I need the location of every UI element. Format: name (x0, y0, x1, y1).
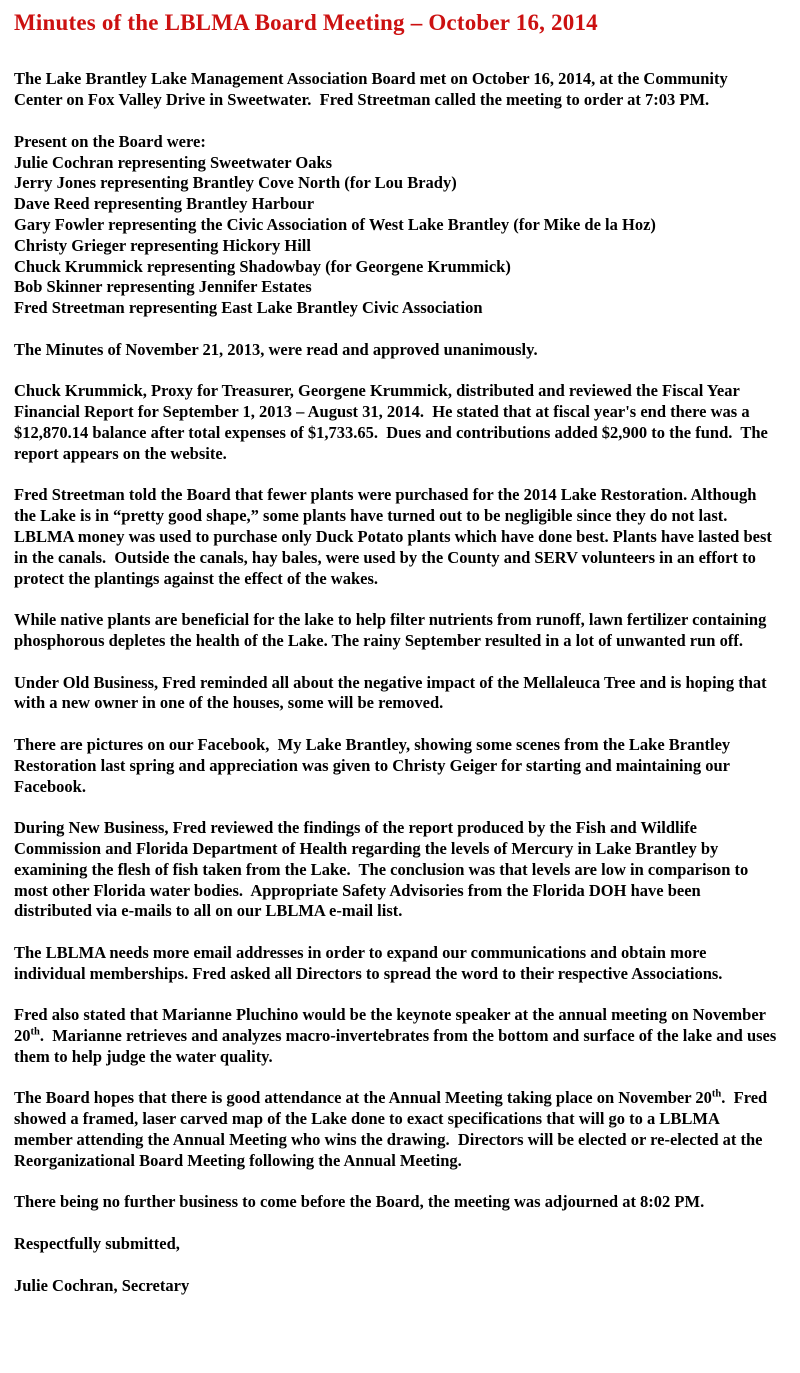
board-list-item: Jerry Jones representing Brantley Cove North (for Lou Brady) (14, 173, 457, 193)
board-list-item: Dave Reed representing Brantley Harbour (14, 194, 315, 214)
board-list-item: Christy Grieger representing Hickory Hill (14, 235, 311, 255)
paragraph: Under Old Business, Fred reminded all about the negative impact of the Mellaleuca Tree and is hoping that with a new owner in one of the houses, some will be removed. (14, 672, 771, 713)
paragraph: Fred also stated that Marianne Pluchino would be the keynote speaker at the annual meeting on November 20th. Marianne retrieves and analyzes macro-invertebrates from the bottom and surface of the lake and uses them to help judge the water quality. (14, 1005, 781, 1066)
paragraph: The LBLMA needs more email addresses in order to expand our communications and obtain more individual memberships. Fred asked all Directors to spread the word to their respective Associations. (14, 942, 723, 983)
paragraph: Chuck Krummick, Proxy for Treasurer, Georgene Krummick, distributed and reviewed the Fiscal Year Financial Report for September 1, 2013 – August 31, 2014. He stated that at fiscal year's end there was a $12,870.14 balance after total expenses of $1,733.65. Dues and contributions added $2,900 to the fund. The report appears on the website. (14, 381, 772, 463)
board-list-item: Present on the Board were: (14, 131, 206, 151)
paragraph: There are pictures on our Facebook, My Lake Brantley, showing some scenes from the Lake Brantley Restoration last spring and appreciation was given to Christy Geiger for starting and maintaining our Facebook. (14, 734, 735, 796)
paragraph: The Board hopes that there is good attendance at the Annual Meeting taking place on November 20th. Fred showed a framed, laser carved map of the Lake done to exact specifications that will go to a LBLMA member attending the Annual Meeting who wins the drawing. Directors will be elected or re-elected at the Reorganizational Board Meeting following the Annual Meeting. (14, 1088, 772, 1170)
board-attendance-list (14, 132, 778, 319)
board-list-item: Fred Streetman representing East Lake Brantley Civic Association (14, 298, 483, 318)
board-list-item: Julie Cochran representing Sweetwater Oaks (14, 152, 333, 172)
paragraph: The Lake Brantley Lake Management Association Board met on October 16, 2014, at the Community Center on Fox Valley Drive in Sweetwater. Fred Streetman called the meeting to order at 7:03 PM. (14, 69, 732, 110)
paragraph: The Minutes of November 21, 2013, were read and approved unanimously. (14, 339, 538, 359)
board-list-item: Bob Skinner representing Jennifer Estates (14, 277, 312, 297)
paragraph: Julie Cochran, Secretary (14, 1275, 190, 1295)
paragraph: During New Business, Fred reviewed the findings of the report produced by the Fish and Wildlife Commission and Florida Department of Health regarding the levels of Mercury in Lake Brantley by examining the flesh of fish taken from the Lake. The conclusion was that levels are low in comparison to most other Florida water bodies. Appropriate Safety Advisories from the Florida DOH have been distributed via e-mails to all on our LBLMA e-mail list. (14, 818, 753, 921)
page-title: Minutes of the LBLMA Board Meeting – October 16, 2014 (14, 10, 598, 35)
ordinal-superscript: th (711, 1088, 722, 1100)
paragraph: There being no further business to come before the Board, the meeting was adjourned at 8:02 PM. (14, 1192, 705, 1212)
paragraph: Fred Streetman told the Board that fewer plants were purchased for the 2014 Lake Restoration. Although the Lake is in “pretty good shape,” some plants have turned out to be negligible since they do not last. LBLMA money was used to purchase only Duck Potato plants which have done best. Plants have lasted best in the canals. Outside the canals, hay bales, were used by the County and SERV volunteers in an effort to protect the plantings against the effect of the wakes. (14, 485, 776, 588)
board-list-item: Gary Fowler representing the Civic Association of West Lake Brantley (for Mike de la Hoz) (14, 215, 656, 235)
document-body (14, 69, 781, 1296)
ordinal-superscript: th (30, 1026, 40, 1038)
paragraph: While native plants are beneficial for the lake to help filter nutrients from runoff, lawn fertilizer containing phosphorous depletes the health of the Lake. The rainy September resulted in a lot of unwanted run off. (14, 610, 771, 650)
board-list-item: Chuck Krummick representing Shadowbay (for Georgene Krummick) (14, 256, 511, 276)
paragraph: Respectfully submitted, (14, 1234, 180, 1254)
